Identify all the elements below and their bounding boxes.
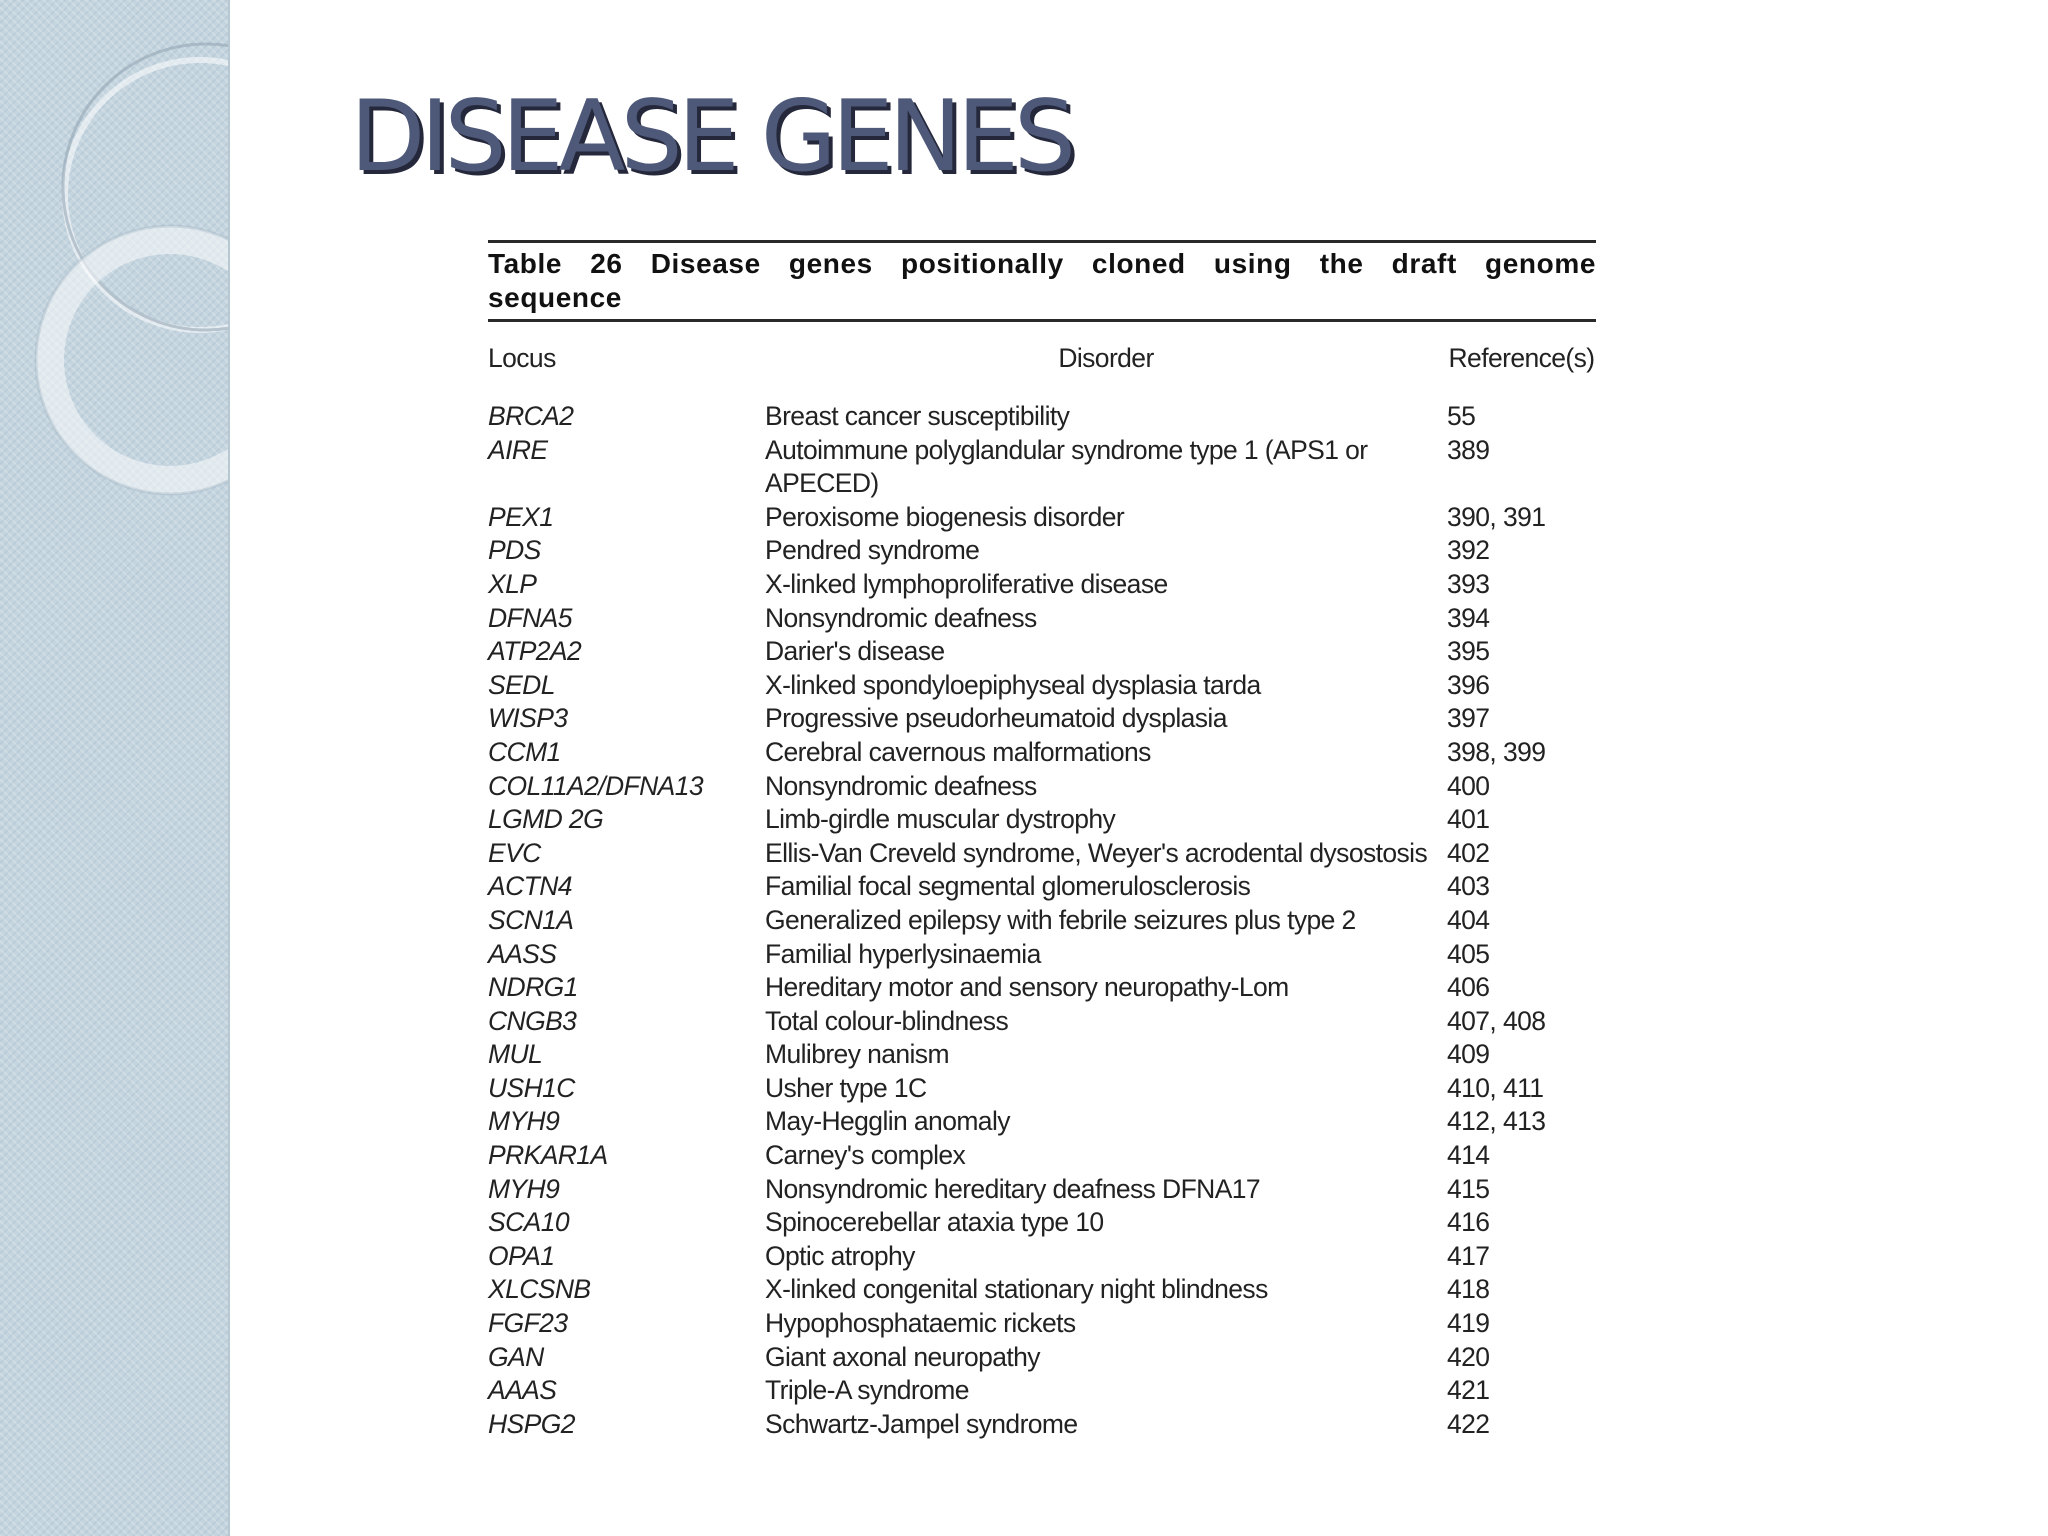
table-row [488,1005,1596,1039]
table-row [488,803,1596,837]
references-cell: 398, 399 [1447,736,1546,767]
references-cell: 416 [1447,1207,1490,1238]
references-cell: 404 [1447,904,1490,935]
references-cell: 401 [1447,804,1490,835]
disorder-cell: Progressive pseudorheumatoid dysplasia [765,703,1227,734]
locus-cell: MYH9 [488,1173,560,1204]
table-row [488,736,1596,770]
references-cell: 393 [1447,568,1490,599]
references-cell: 392 [1447,535,1490,566]
disorder-cell: Peroxisome biogenesis disorder [765,501,1125,532]
references-cell: 407, 408 [1447,1005,1546,1036]
references-cell: 421 [1447,1375,1490,1406]
references-cell: 397 [1447,703,1490,734]
disorder-cell: Triple-A syndrome [765,1375,969,1406]
locus-cell: DFNA5 [488,602,572,633]
disorder-cell: Nonsyndromic deafness [765,602,1037,633]
slide-title: DISEASE GENES [350,80,1072,194]
locus-cell: FGF23 [488,1308,568,1339]
locus-cell: LGMD 2G [488,804,604,835]
table-row [488,1105,1596,1139]
references-cell: 406 [1447,972,1490,1003]
table-row [488,534,1596,568]
disorder-cell: Limb-girdle muscular dystrophy [765,804,1116,835]
table-row [488,1273,1596,1307]
locus-cell: COL11A2/DFNA13 [488,770,703,801]
disorder-cell: X-linked congenital stationary night blindness [765,1274,1268,1305]
disorder-cell: Cerebral cavernous malformations [765,736,1151,767]
locus-cell: SCN1A [488,904,574,935]
table-header-row [488,322,1596,394]
table-row [488,1038,1596,1072]
locus-cell: AIRE [488,434,548,465]
locus-cell: EVC [488,837,541,868]
table-row [488,1374,1596,1408]
locus-cell: PRKAR1A [488,1140,608,1171]
table-row [488,837,1596,871]
table-row [488,770,1596,804]
references-cell: 412, 413 [1447,1106,1546,1137]
disorder-cell: X-linked lymphoproliferative disease [765,568,1168,599]
locus-cell: NDRG1 [488,972,578,1003]
disease-genes-table [488,322,1596,1441]
references-cell: 394 [1447,602,1490,633]
locus-cell: ACTN4 [488,871,572,902]
locus-cell: PEX1 [488,501,554,532]
disorder-cell: Generalized epilepsy with febrile seizures plus type 2 [765,904,1356,935]
locus-cell: USH1C [488,1072,575,1103]
disorder-cell: X-linked spondyloepiphyseal dysplasia tarda [765,669,1261,700]
disorder-cell: Optic atrophy [765,1240,915,1271]
table-row [488,394,1596,434]
disorder-cell: Breast cancer susceptibility [765,401,1070,431]
references-cell: 409 [1447,1039,1490,1070]
references-cell: 414 [1447,1140,1490,1171]
locus-cell: AASS [488,938,557,969]
locus-cell: BRCA2 [488,401,574,431]
locus-cell: OPA1 [488,1240,555,1271]
disorder-cell: Familial hyperlysinaemia [765,938,1041,969]
table-row [488,434,1596,501]
locus-cell: SEDL [488,669,555,700]
disorder-cell: May-Hegglin anomaly [765,1106,1010,1137]
table-row [488,568,1596,602]
references-cell: 400 [1447,770,1490,801]
locus-cell: AAAS [488,1375,557,1406]
locus-cell: ATP2A2 [488,636,582,667]
decorative-side-panel [0,0,230,1536]
table-row [488,1173,1596,1207]
table-row [488,938,1596,972]
gene-table-container [488,240,1596,1441]
header-references: Reference(s) [1448,342,1595,373]
table-caption: Table 26 Disease genes positionally cloned using the draft genome sequence [488,248,1596,313]
disorder-cell: Ellis-Van Creveld syndrome, Weyer's acrodental dysostosis [765,837,1428,868]
table-row [488,501,1596,535]
disorder-cell: Hypophosphataemic rickets [765,1308,1076,1339]
decorative-rings [0,0,228,1536]
disorder-cell: Giant axonal neuropathy [765,1341,1040,1372]
locus-cell: SCA10 [488,1207,569,1238]
table-row [488,602,1596,636]
disorder-cell: Darier's disease [765,636,945,667]
locus-cell: XLP [488,568,537,599]
references-cell: 405 [1447,938,1490,969]
disorder-cell: Mulibrey nanism [765,1039,949,1070]
disorder-cell: Usher type 1C [765,1072,927,1103]
locus-cell: WISP3 [488,703,568,734]
disorder-cell: Spinocerebellar ataxia type 10 [765,1207,1104,1238]
table-row [488,904,1596,938]
table-row [488,635,1596,669]
disorder-cell: Pendred syndrome [765,535,980,566]
table-body [488,394,1596,1441]
references-cell: 55 [1447,401,1476,431]
table-row [488,1341,1596,1375]
locus-cell: MYH9 [488,1106,560,1137]
table-row [488,1307,1596,1341]
disorder-cell: Familial focal segmental glomerulosclerosis [765,871,1251,902]
references-cell: 422 [1447,1408,1490,1439]
references-cell: 389 [1447,434,1490,465]
table-row [488,870,1596,904]
disorder-cell: Nonsyndromic hereditary deafness DFNA17 [765,1173,1261,1204]
references-cell: 419 [1447,1308,1490,1339]
table-row [488,702,1596,736]
locus-cell: XLCSNB [488,1274,591,1305]
disorder-cell: Total colour-blindness [765,1005,1009,1036]
table-row [488,1139,1596,1173]
locus-cell: HSPG2 [488,1408,575,1439]
references-cell: 417 [1447,1240,1490,1271]
table-row [488,971,1596,1005]
header-disorder: Disorder [1058,342,1154,373]
locus-cell: CCM1 [488,736,561,767]
references-cell: 395 [1447,636,1490,667]
table-top-rule [488,240,1596,243]
disorder-cell: Autoimmune polyglandular syndrome type 1 (APS1 or APECED) [765,434,1368,499]
references-cell: 390, 391 [1447,501,1546,532]
references-cell: 420 [1447,1341,1490,1372]
table-row [488,1408,1596,1442]
table-row [488,669,1596,703]
table-row [488,1206,1596,1240]
references-cell: 415 [1447,1173,1490,1204]
table-row [488,1072,1596,1106]
locus-cell: PDS [488,535,541,566]
disorder-cell: Hereditary motor and sensory neuropathy-Lom [765,972,1289,1003]
table-row [488,1240,1596,1274]
disorder-cell: Carney's complex [765,1140,966,1171]
disorder-cell: Schwartz-Jampel syndrome [765,1408,1078,1439]
references-cell: 402 [1447,837,1490,868]
locus-cell: GAN [488,1341,544,1372]
header-locus: Locus [488,342,556,373]
locus-cell: CNGB3 [488,1005,577,1036]
references-cell: 403 [1447,871,1490,902]
references-cell: 410, 411 [1447,1072,1544,1103]
references-cell: 396 [1447,669,1490,700]
disorder-cell: Nonsyndromic deafness [765,770,1037,801]
references-cell: 418 [1447,1274,1490,1305]
locus-cell: MUL [488,1039,543,1070]
